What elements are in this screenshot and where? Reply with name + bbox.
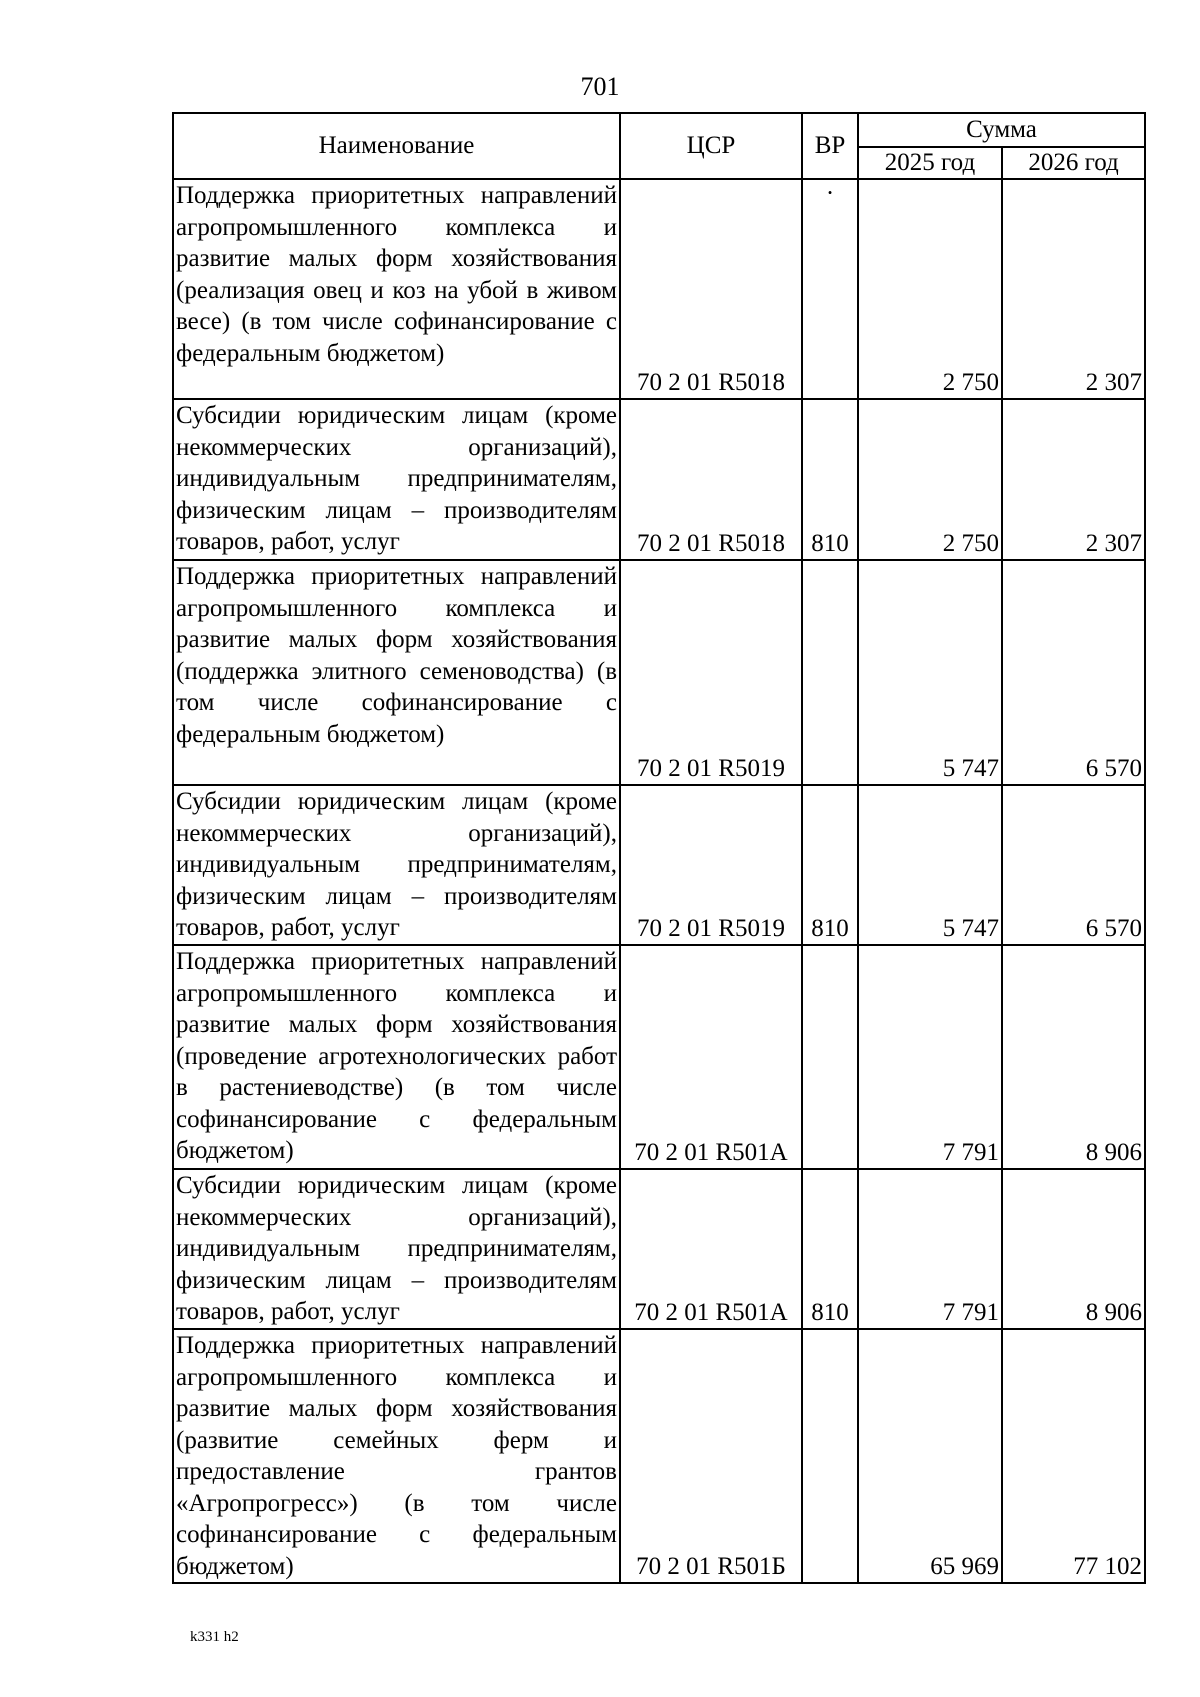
row-amount-2026: 77 102 <box>1002 1329 1145 1583</box>
page-number: 701 <box>580 72 620 101</box>
row-amount-2026: 2 307 <box>1002 179 1145 399</box>
header-sum: Сумма <box>858 113 1145 147</box>
row-amount-2025: 7 791 <box>858 945 1002 1169</box>
row-name: Поддержка приоритетных направлений агропромышленного комплекса и развитие малых форм хозяйствования (реализация овец и коз на убой в живом весе) (в том числе софинансирование с федеральным бюджетом) <box>173 179 620 399</box>
row-vr <box>802 1329 858 1583</box>
table-row <box>173 1329 1145 1583</box>
row-amount-2025: 5 747 <box>858 560 1002 785</box>
row-csr: 70 2 01 R501Б <box>620 1329 802 1583</box>
table-row <box>173 945 1145 1169</box>
row-amount-2026: 6 570 <box>1002 560 1145 785</box>
header-vr: ВР <box>802 113 858 179</box>
row-amount-2026: 8 906 <box>1002 945 1145 1169</box>
row-csr: 70 2 01 R501A <box>620 1169 802 1329</box>
table-row <box>173 560 1145 785</box>
row-name: Поддержка приоритетных направлений агропромышленного комплекса и развитие малых форм хозяйствования (проведение агротехнологических работ в растениеводстве) (в том числе софинансирование с федеральным бюджетом) <box>173 945 620 1169</box>
table-row <box>173 785 1145 945</box>
row-amount-2026: 2 307 <box>1002 399 1145 560</box>
row-name: Поддержка приоритетных направлений агропромышленного комплекса и развитие малых форм хозяйствования (развитие семейных ферм и предоставление грантов «Агропрогресс») (в том числе софинансирование с федеральным бюджетом) <box>173 1329 620 1583</box>
budget-table <box>172 112 1146 1584</box>
row-amount-2025: 65 969 <box>858 1329 1002 1583</box>
row-amount-2025: 2 750 <box>858 399 1002 560</box>
row-vr <box>802 945 858 1169</box>
table-body <box>173 179 1145 1583</box>
header-year-2025: 2025 год <box>858 147 1002 179</box>
row-amount-2025: 2 750 <box>858 179 1002 399</box>
row-vr: 810 <box>802 399 858 560</box>
stray-mark: · <box>825 180 835 207</box>
row-vr <box>802 560 858 785</box>
row-vr: 810 <box>802 1169 858 1329</box>
row-vr <box>802 179 858 399</box>
row-csr: 70 2 01 R5018 <box>620 399 802 560</box>
row-name: Субсидии юридическим лицам (кроме некоммерческих организаций), индивидуальным предпринимателям, физическим лицам – производителям товаров, работ, услуг <box>173 399 620 560</box>
row-csr: 70 2 01 R501A <box>620 945 802 1169</box>
row-amount-2025: 5 747 <box>858 785 1002 945</box>
header-csr: ЦСР <box>620 113 802 179</box>
row-vr: 810 <box>802 785 858 945</box>
header-year-2026: 2026 год <box>1002 147 1145 179</box>
footer-code: k331 h2 <box>190 1629 239 1645</box>
row-name: Субсидии юридическим лицам (кроме некоммерческих организаций), индивидуальным предпринимателям, физическим лицам – производителям товаров, работ, услуг <box>173 1169 620 1329</box>
header-name: Наименование <box>173 113 620 179</box>
row-name: Субсидии юридическим лицам (кроме некоммерческих организаций), индивидуальным предпринимателям, физическим лицам – производителям товаров, работ, услуг <box>173 785 620 945</box>
row-amount-2026: 6 570 <box>1002 785 1145 945</box>
row-csr: 70 2 01 R5019 <box>620 560 802 785</box>
row-csr: 70 2 01 R5018 <box>620 179 802 399</box>
table-row <box>173 179 1145 399</box>
table-header <box>173 113 1145 179</box>
row-amount-2026: 8 906 <box>1002 1169 1145 1329</box>
row-amount-2025: 7 791 <box>858 1169 1002 1329</box>
table-row <box>173 1169 1145 1329</box>
row-csr: 70 2 01 R5019 <box>620 785 802 945</box>
row-name: Поддержка приоритетных направлений агропромышленного комплекса и развитие малых форм хозяйствования (поддержка элитного семеноводства) (в том числе софинансирование с федеральным бюджетом) <box>173 560 620 785</box>
table-row <box>173 399 1145 560</box>
